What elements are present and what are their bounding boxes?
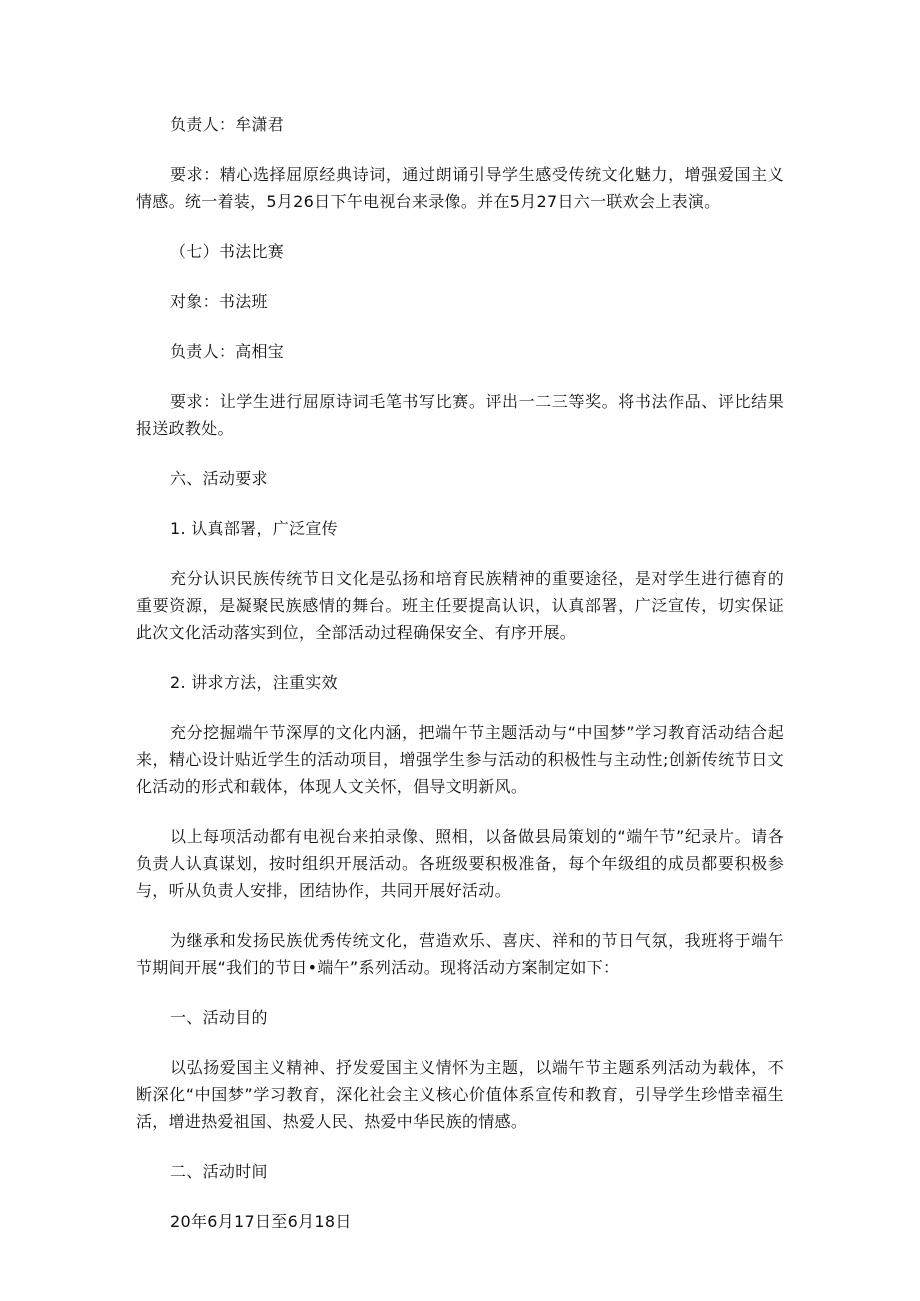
paragraph-recitation-requirements: 要求：精心选择屈原经典诗词，通过朗诵引导学生感受传统文化魅力，增强爱国主义情感。统一着装，5月26日下午电视台来录像。并在5月27日六一联欢会上表演。 bbox=[136, 165, 784, 211]
paragraph-calligraphy-heading: （七）书法比赛 bbox=[170, 242, 285, 261]
section-heading-activity-purpose: 一、活动目的 bbox=[170, 1008, 268, 1027]
subheading-deploy-and-promote: 1. 认真部署，广泛宣传 bbox=[170, 519, 338, 538]
paragraph-calligraphy-person-in-charge: 负责人：高相宝 bbox=[170, 342, 285, 361]
paragraph-methods-and-results: 充分挖掘端午节深厚的文化内涵，把端午节主题活动与“中国梦”学习教育活动结合起来，精心设计贴近学生的活动项目，增强学生参与活动的积极性与主动性;创新传统节日文化活动的形式和载体，体现人文关怀，倡导文明新风。 bbox=[136, 723, 784, 796]
paragraph-calligraphy-target: 对象：书法班 bbox=[170, 292, 268, 311]
paragraph-recording-note: 以上每项活动都有电视台来拍录像、照相，以备做县局策划的“端午节”纪录片。请各负责人认真谋划，按时组织开展活动。各班级要积极准备，每个年级组的成员都要积极参与，听从负责人安排，团结协作，共同开展好活动。 bbox=[136, 827, 784, 900]
paragraph-calligraphy-requirements: 要求：让学生进行屈原诗词毛笔书写比赛。评出一二三等奖。将书法作品、评比结果报送政教处。 bbox=[136, 392, 784, 438]
paragraph-plan-intro: 为继承和发扬民族优秀传统文化，营造欢乐、喜庆、祥和的节日气氛，我班将于端午节期间开展“我们的节日•端午”系列活动。现将活动方案制定如下： bbox=[136, 931, 784, 977]
section-heading-activity-time: 二、活动时间 bbox=[170, 1162, 268, 1181]
paragraph-activity-purpose: 以弘扬爱国主义精神、抒发爱国主义情怀为主题，以端午节主题系列活动为载体，不断深化“中国梦”学习教育，深化社会主义核心价值体系宣传和教育，引导学生珍惜幸福生活，增进热爱祖国、热爱人民、热爱中华民族的情感。 bbox=[136, 1058, 784, 1131]
subheading-methods-and-results: 2. 讲求方法，注重实效 bbox=[170, 673, 338, 692]
document-body bbox=[136, 111, 784, 1258]
section-heading-activity-requirements: 六、活动要求 bbox=[170, 469, 268, 488]
paragraph-person-in-charge-recitation: 负责人：牟潇君 bbox=[170, 115, 285, 134]
paragraph-activity-dates: 20年6月17日至6月18日 bbox=[170, 1212, 352, 1231]
paragraph-deploy-and-promote: 充分认识民族传统节日文化是弘扬和培育民族精神的重要途径，是对学生进行德育的重要资源，是凝聚民族感情的舞台。班主任要提高认识，认真部署，广泛宣传，切实保证此次文化活动落实到位，全部活动过程确保安全、有序开展。 bbox=[136, 569, 784, 642]
